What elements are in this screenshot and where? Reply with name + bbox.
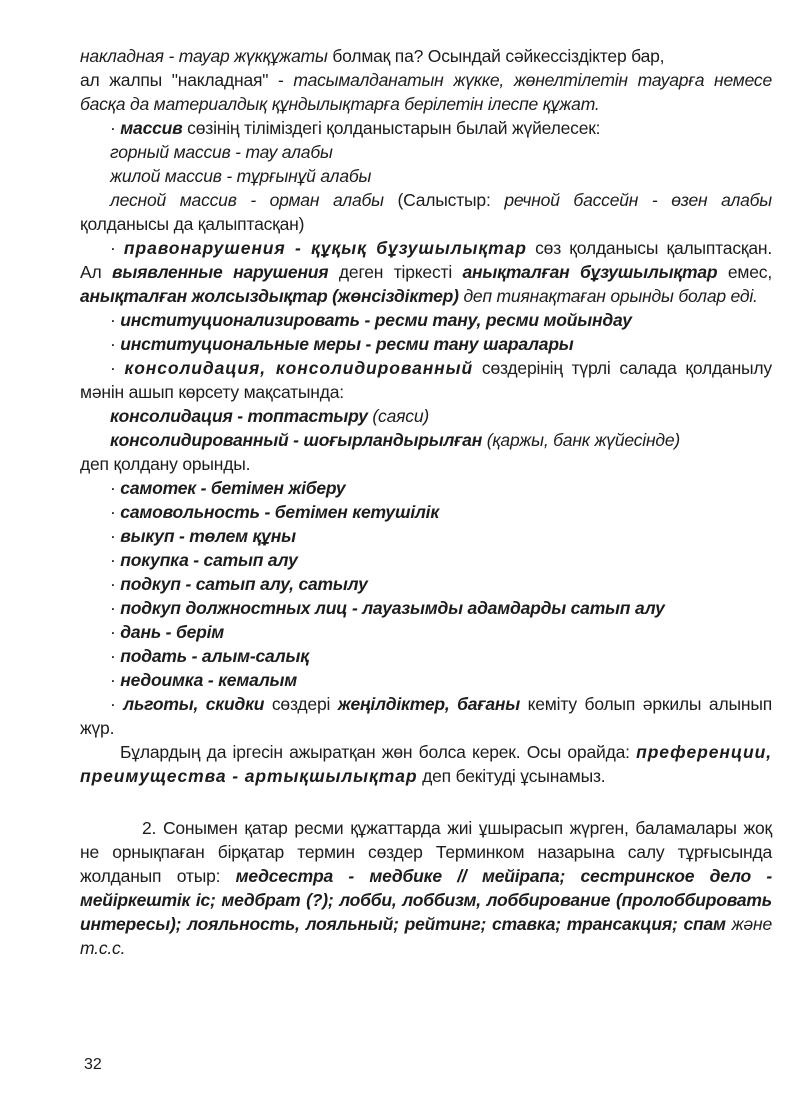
definition-nakladnaya: тасымалданатын жүкке, жөнелтілетін тауарға немесе басқа да материалдық құндылықтарға берілетін ілеспе құжат. (80, 70, 772, 114)
list-item: · самовольность - бетімен кетушілік (110, 502, 439, 522)
page-body (80, 44, 772, 960)
page-number: 32 (84, 1056, 102, 1073)
paragraph-pravonarusheniya: · правонарушения - құқық бұзушылықтар сөз қолданысы қалыптасқан. Ал выявленные нарушения деген тіркесті анықталған бұзушылықтар емес, анықталған жолсыздықтар (жөнсіздіктер) деп тиянақтаған орынды болар еді. (80, 238, 772, 306)
list-item-massiv: · массив сөзінің тіліміздегі қолданыстарын былай жүйелесек: (110, 118, 601, 138)
paragraph-preferencii: Бұлардың да іргесін ажыратқан жөн болса керек. Осы орайда: преференции, преимущества - артықшылықтар деп бекітуді ұсынамыз. (80, 742, 772, 786)
list-item: · институционализировать - ресми тану, ресми мойындау (110, 310, 632, 330)
list-item: · недоимка - кемалым (110, 670, 297, 690)
list-item: · подкуп - сатып алу, сатылу (110, 574, 368, 594)
example-line: консолидированный - шоғырландырылған (қаржы, банк жүйесінде) деп қолдану орынды. (80, 430, 681, 474)
paragraph-gap (80, 788, 772, 816)
list-item: · подать - алым-салық (110, 646, 309, 666)
list-item-lgoty: · льготы, скидки сөздері жеңілдіктер, бағаны кеміту болып әркилы алынып жүр. (80, 694, 772, 738)
example-line: консолидация - топтастыру (саяси) (110, 406, 429, 426)
paragraph-point-2: 2. Сонымен қатар ресми құжаттарда жиі ұшырасып жүрген, баламалары жоқ не орнықпаған бірқатар термин сөздер Терминком назарына салу тұрғысында жолданып отыр: медсестра - медбике // мейірапа; сестринское дело - мейіркештік іс; медбрат (?); лобби, лоббизм, лоббирование (пролоббировать интересы); лояльность, лояльный; рейтинг; ставка; трансакция; спам және т.с.с. (80, 818, 772, 958)
list-item: · дань - берім (110, 622, 225, 642)
list-item: · подкуп должностных лиц - лауазымды адамдарды сатып алу (110, 598, 665, 618)
list-item: · выкуп - төлем құны (110, 526, 296, 546)
paragraph-nakladnaya: накладная - тауар жүкқұжаты болмақ па? Осындай сәйкессіздіктер бар, ал жалпы "накладная" - тасымалданатын жүкке, жөнелтілетін тауарға немесе басқа да материалдық құндылықтарға берілетін ілеспе құжат. (80, 46, 772, 114)
paragraph-konsolidaciya: · консолидация, консолидированный сөздерінің түрлі салада қолданылу мәнін ашып көрсету мақсатында: (80, 358, 772, 402)
term-nakladnaya: накладная - тауар жүкқұжаты (80, 46, 328, 66)
list-item: · институциональные меры - ресми тану шаралары (110, 334, 574, 354)
list-item: · покупка - сатып алу (110, 550, 298, 570)
example-line: лесной массив - орман алабы (Салыстыр: речной бассейн - өзен алабы қолданысы да қалыптасқан) (80, 190, 772, 234)
example-line: горный массив - тау алабы (110, 142, 333, 162)
list-item: · самотек - бетімен жіберу (110, 478, 346, 498)
example-line: жилой массив - тұрғынұй алабы (110, 166, 372, 186)
